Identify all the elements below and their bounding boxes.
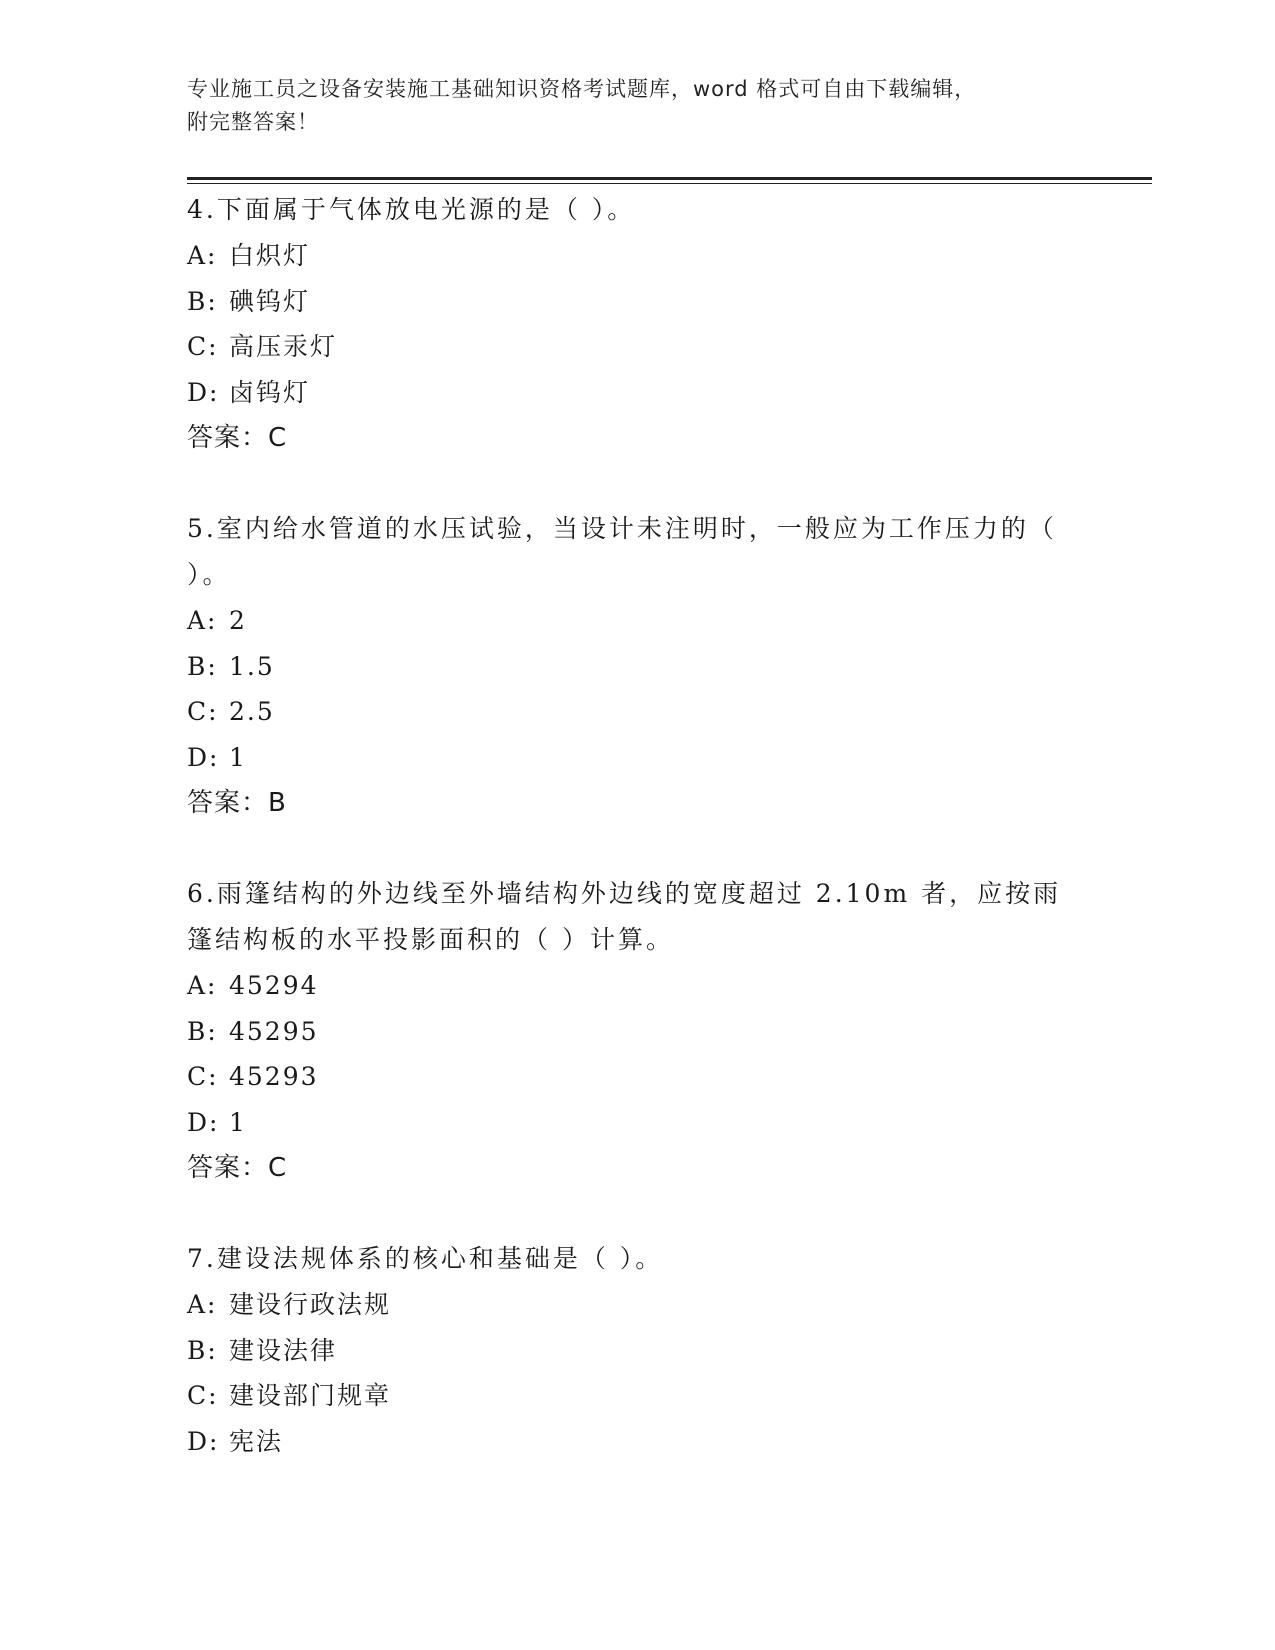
option-d — [187, 370, 1067, 416]
option-letter: A: — [187, 971, 218, 1000]
option-d — [187, 1419, 1067, 1465]
question-stem: 6.雨篷结构的外边线至外墙结构外边线的宽度超过 2.10m 者，应按雨篷结构板的水平投影面积的（ ）计算。 — [187, 879, 1062, 954]
option-letter: C: — [187, 1062, 219, 1091]
answer-line: 答案：C — [187, 423, 288, 453]
option-letter: D: — [187, 1107, 220, 1137]
header-divider-thin — [187, 183, 1152, 184]
option-b — [187, 1009, 1067, 1055]
option-letter: D: — [187, 1426, 220, 1456]
option-letter: C: — [187, 1381, 219, 1410]
option-a — [187, 963, 1067, 1009]
answer-line: 答案：B — [187, 788, 287, 818]
option-d — [187, 1100, 1067, 1146]
question-5 — [187, 506, 1067, 826]
option-letter: A: — [187, 241, 218, 270]
option-letter: A: — [187, 606, 218, 635]
option-text: 2 — [229, 606, 247, 635]
option-text: 建设部门规章 — [229, 1381, 392, 1410]
option-letter: D: — [187, 742, 220, 772]
option-letter: A: — [187, 1290, 218, 1319]
question-6 — [187, 871, 1067, 1191]
option-text: 45293 — [229, 1062, 319, 1091]
option-a — [187, 233, 1067, 279]
question-list — [187, 187, 1067, 1509]
header-line-2: 附完整答案！ — [187, 110, 319, 134]
option-text: 1.5 — [229, 651, 275, 681]
option-letter: B: — [187, 286, 218, 316]
option-text: 建设行政法规 — [229, 1290, 392, 1319]
option-letter: B: — [187, 1335, 218, 1365]
header-divider-thick — [187, 177, 1152, 180]
option-letter: C: — [187, 697, 219, 726]
header-line-1: 专业施工员之设备安装施工基础知识资格考试题库，word 格式可自由下载编辑， — [187, 77, 977, 101]
option-b — [187, 1328, 1067, 1374]
option-letter: B: — [187, 651, 218, 681]
option-b — [187, 279, 1067, 325]
option-text: 碘钨灯 — [229, 286, 311, 316]
option-text: 45294 — [229, 971, 319, 1000]
question-4 — [187, 187, 1067, 461]
option-c — [187, 1054, 1067, 1100]
option-a — [187, 1282, 1067, 1328]
option-text: 45295 — [229, 1016, 319, 1046]
option-text: 建设法律 — [229, 1335, 338, 1365]
option-text: 高压汞灯 — [229, 332, 338, 361]
option-c — [187, 324, 1067, 370]
option-letter: D: — [187, 377, 220, 407]
option-text: 卤钨灯 — [229, 377, 311, 407]
option-a — [187, 598, 1067, 644]
question-stem: 4.下面属于气体放电光源的是（ ）。 — [187, 195, 636, 224]
option-b — [187, 644, 1067, 690]
option-text: 1 — [229, 742, 247, 772]
option-text: 宪法 — [229, 1426, 284, 1456]
question-stem: 7.建设法规体系的核心和基础是（ ）。 — [187, 1244, 664, 1273]
option-letter: C: — [187, 332, 219, 361]
option-c — [187, 689, 1067, 735]
option-d — [187, 735, 1067, 781]
option-letter: B: — [187, 1016, 218, 1046]
option-text: 白炽灯 — [229, 241, 311, 270]
option-text: 2.5 — [229, 697, 275, 726]
option-c — [187, 1373, 1067, 1419]
question-stem: 5.室内给水管道的水压试验，当设计未注明时，一般应为工作压力的（ ）。 — [187, 514, 1057, 589]
answer-line: 答案：C — [187, 1153, 288, 1183]
option-text: 1 — [229, 1107, 247, 1137]
question-7 — [187, 1236, 1067, 1464]
document-header — [187, 73, 1067, 139]
